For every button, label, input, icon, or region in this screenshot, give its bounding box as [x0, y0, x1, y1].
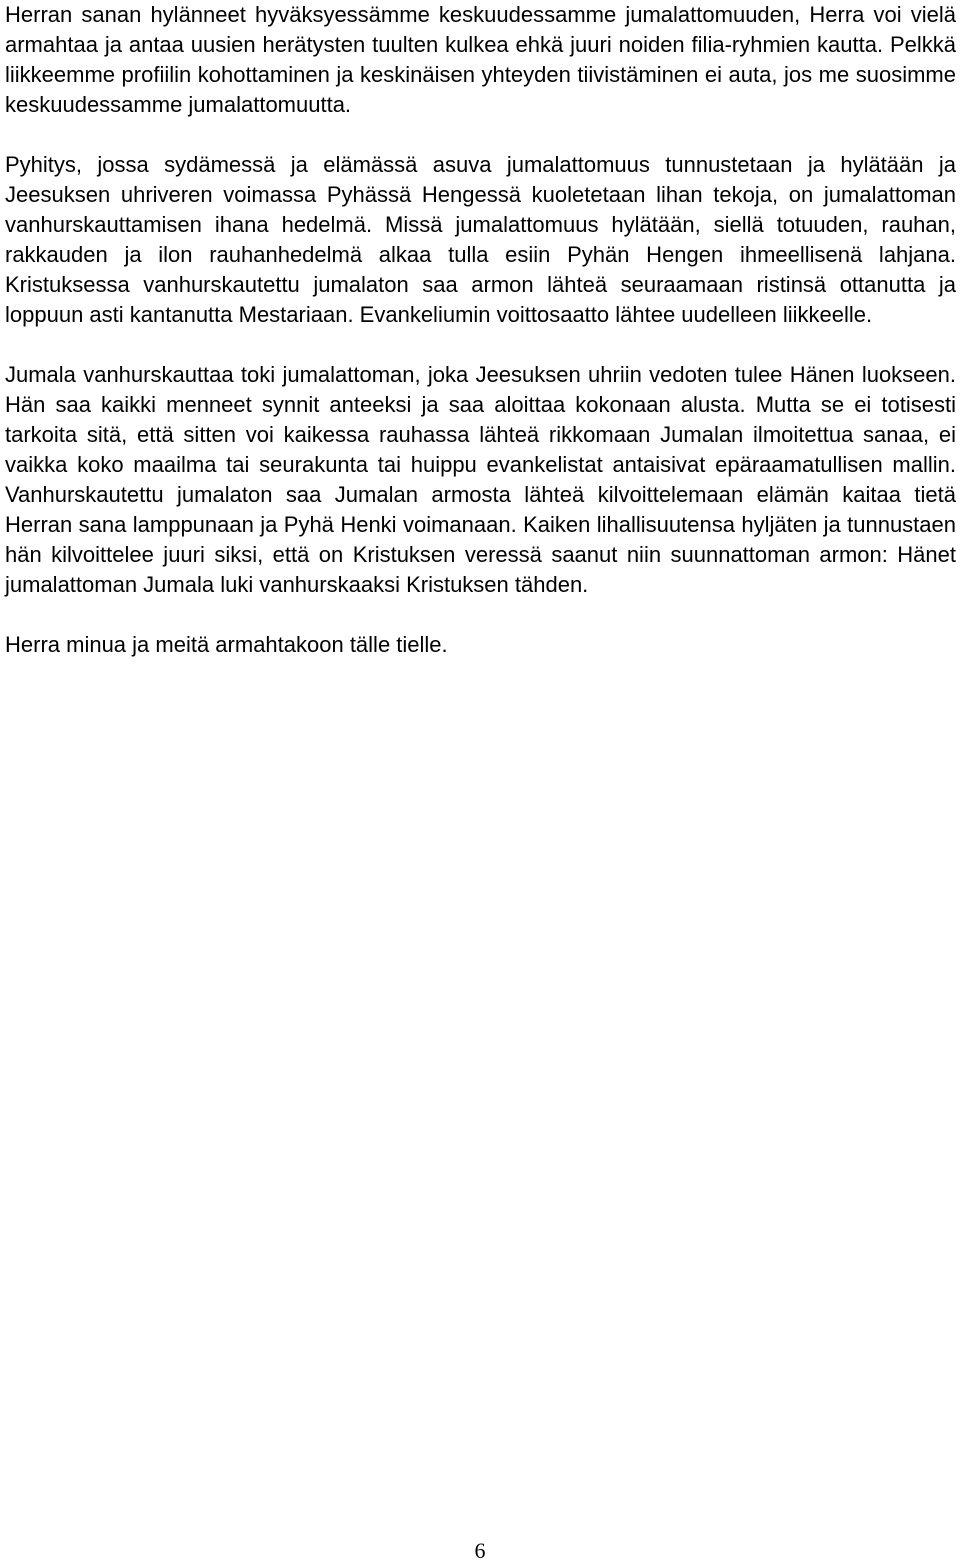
paragraph-4: Herra minua ja meitä armahtakoon tälle tielle. [5, 632, 448, 657]
paragraph-3: Jumala vanhurskauttaa toki jumalattoman, joka Jeesuksen uhriin vedoten tulee Hänen luokseen. Hän saa kaikki menneet synnit anteeksi ja saa aloittaa kokonaan alusta. Mutta se ei totisesti tarkoita sitä, että sitten voi kaikessa rauhassa lähteä rikkomaan Jumalan ilmoitettua sanaa, ei vaikka koko maailma tai seurakunta tai huippu evankelistat antaisivat epäraamatullisen mallin. Vanhurskautettu jumalaton saa Jumalan armosta lähteä kilvoittelemaan elämän kaitaa tietä Herran sana lamppunaan ja Pyhä Henki voimanaan. Kaiken lihallisuutensa hyljäten ja tunnustaen hän kilvoittelee juuri siksi, että on Kristuksen veressä saanut niin suunnattoman armon: Hänet jumalattoman Jumala luki vanhurskaaksi Kristuksen tähden. [5, 362, 956, 597]
paragraph-2: Pyhitys, jossa sydämessä ja elämässä asuva jumalattomuus tunnustetaan ja hylätään ja Jeesuksen uhriveren voimassa Pyhässä Hengessä kuoletetaan lihan tekoja, on jumalattoman vanhurskauttamisen ihana hedelmä. Missä jumalattomuus hylätään, siellä totuuden, rauhan, rakkauden ja ilon rauhanhedelmä alkaa tulla esiin Pyhän Hengen ihmeellisenä lahjana. Kristuksessa vanhurskautettu jumalaton saa armon lähteä seuraamaan ristinsä ottanutta ja loppuun asti kantanutta Mestariaan. Evankeliumin voittosaatto lähtee uudelleen liikkeelle. [5, 152, 956, 327]
document-body [5, 0, 956, 660]
paragraph-1: Herran sanan hylänneet hyväksyessämme keskuudessamme jumalattomuuden, Herra voi vielä armahtaa ja antaa uusien herätysten tuulten kulkea ehkä juuri noiden filia-ryhmien kautta. Pelkkä liikkeemme profiilin kohottaminen ja keskinäisen yhteyden tiivistäminen ei auta, jos me suosimme keskuudessamme jumalattomuutta. [5, 2, 956, 117]
page-number: 6 [474, 1538, 486, 1563]
